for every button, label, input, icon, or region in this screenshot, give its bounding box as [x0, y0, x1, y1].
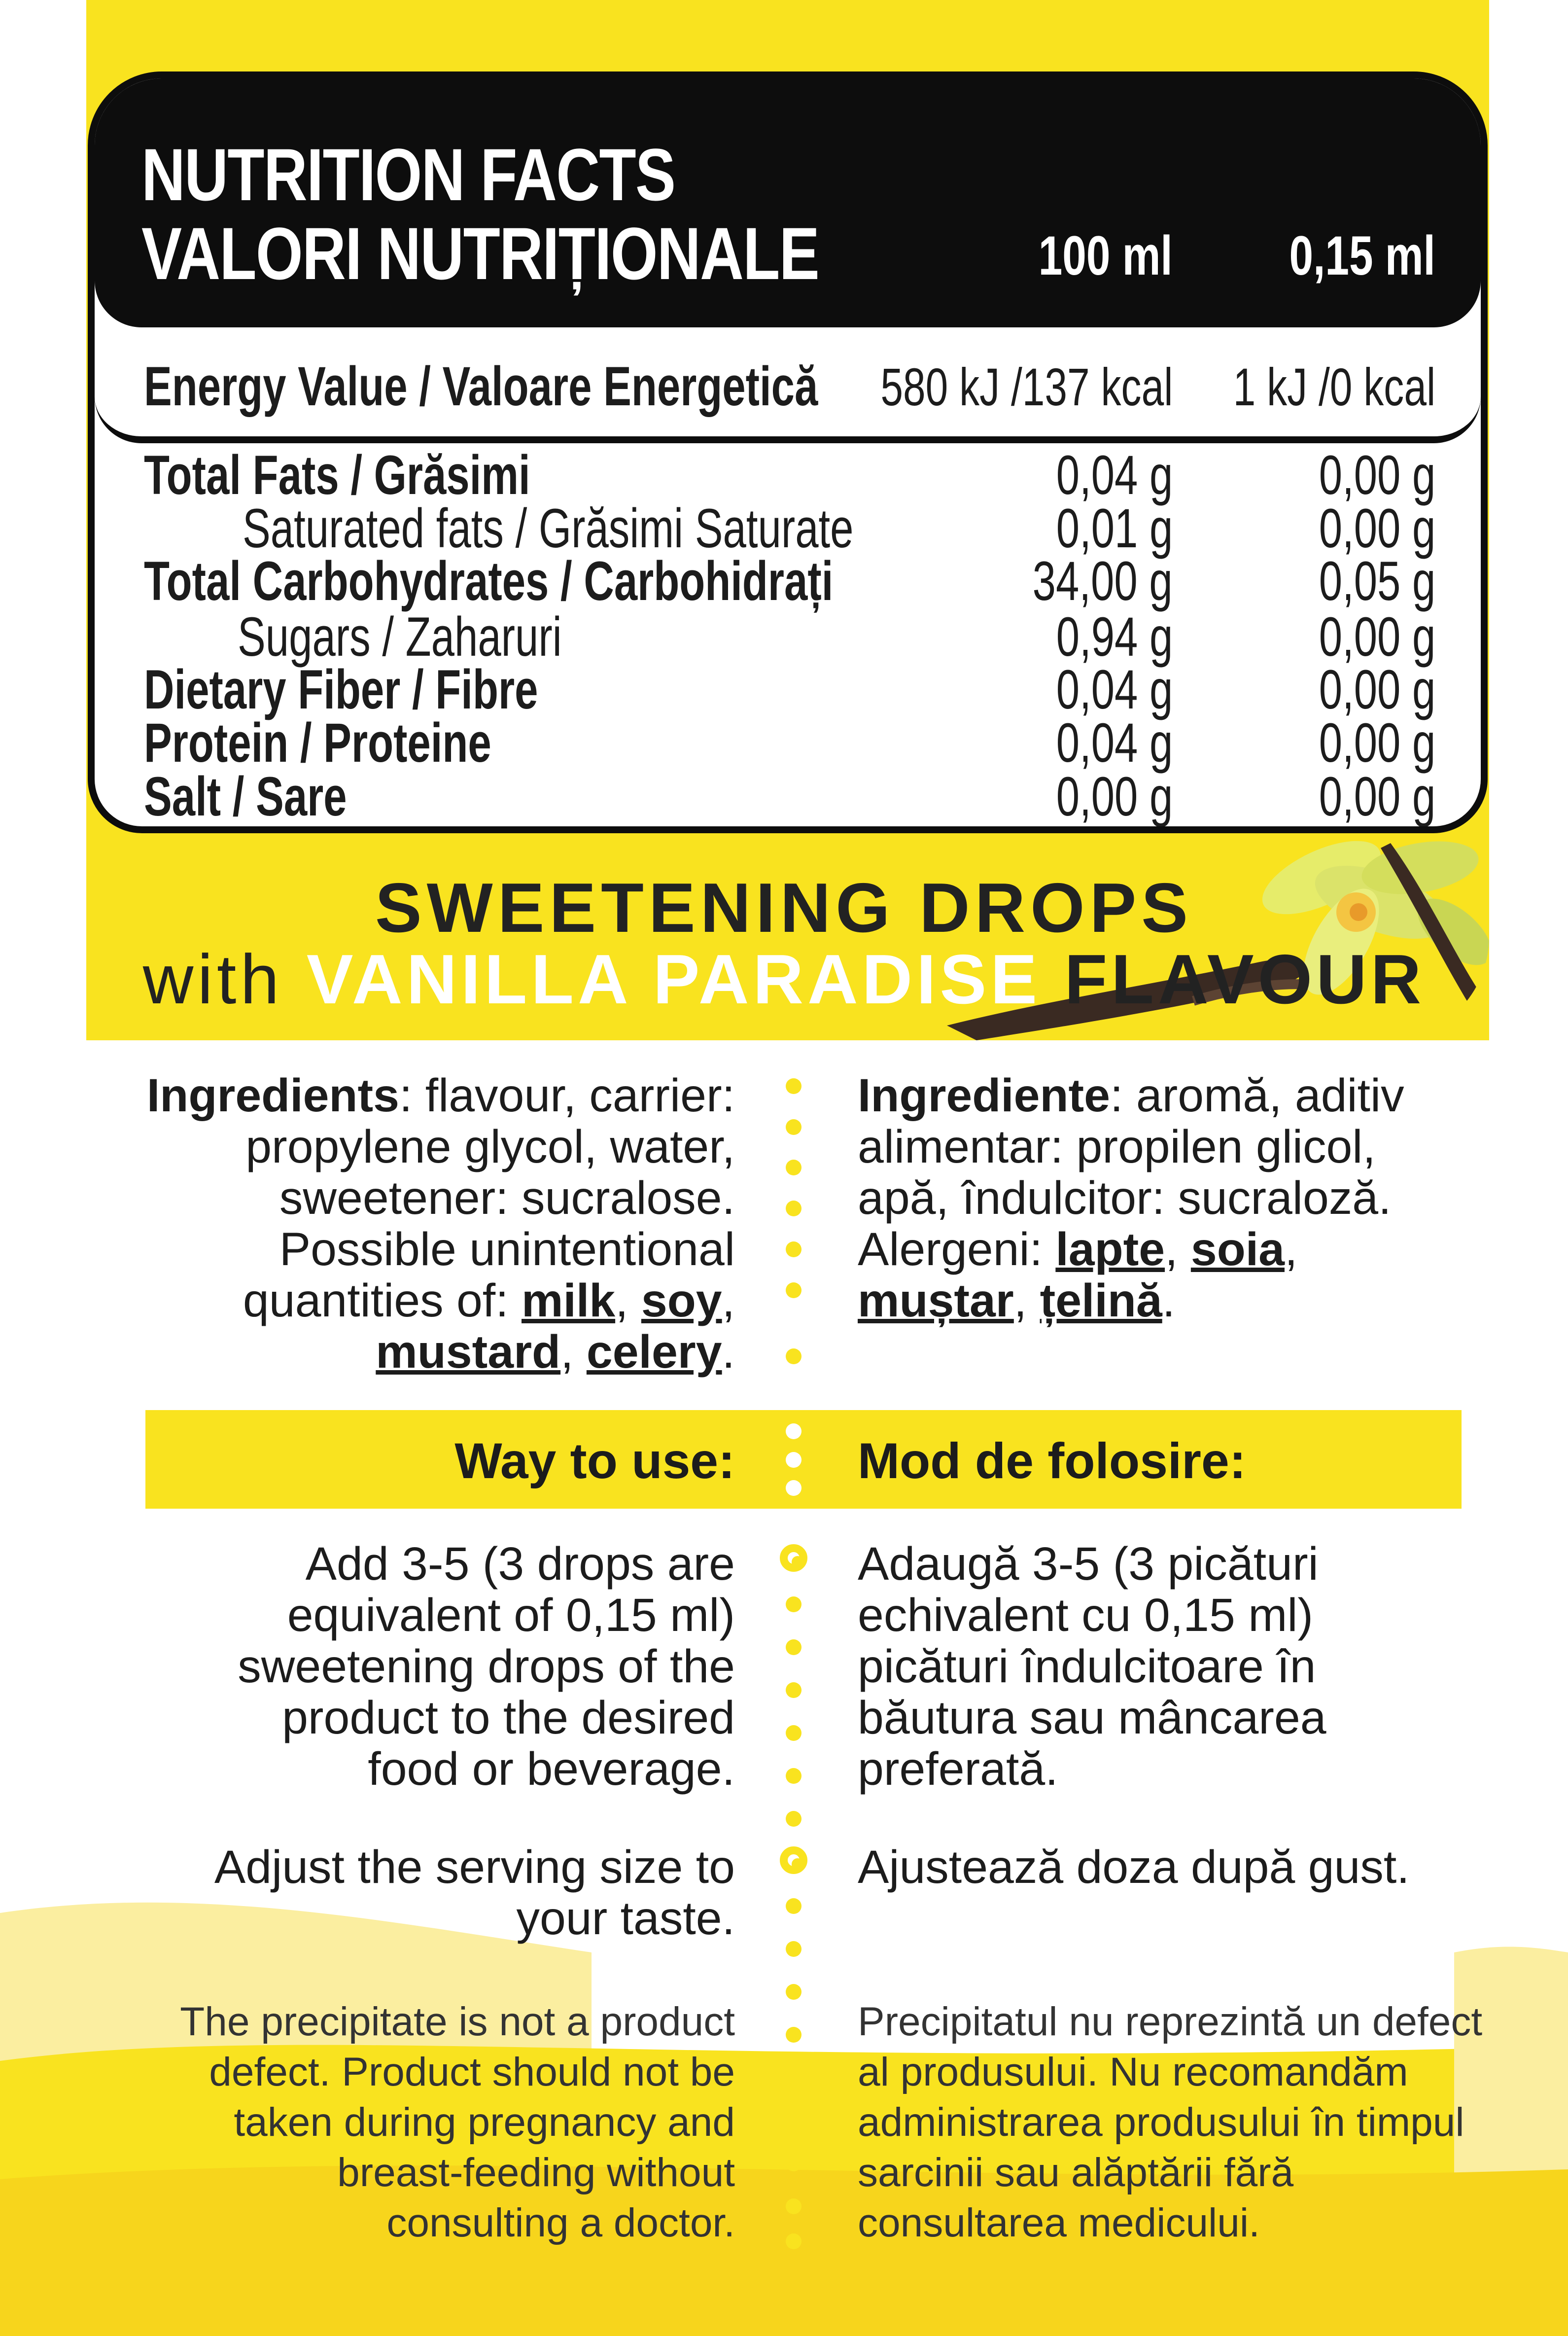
row-value-100ml: 0,04 g: [1056, 444, 1173, 506]
allergen: lapte: [1055, 1223, 1165, 1275]
text-line: Ajustează doza după gust.: [858, 1841, 1410, 1893]
divider-dot: [786, 1480, 801, 1496]
divider-dot: [786, 1811, 801, 1827]
ingredients-heading: Ingrediente: [858, 1069, 1111, 1122]
text-line: echivalent cu 0,15 ml): [858, 1589, 1314, 1641]
text-line: equivalent of 0,15 ml): [287, 1589, 735, 1641]
product-name: SWEETENING DROPS: [375, 869, 1193, 947]
allergen: soy: [641, 1274, 722, 1327]
row-value-015ml: 0,05 g: [1319, 550, 1435, 612]
text-line: consulting a doctor.: [386, 2200, 735, 2245]
row-label: Saturated fats / Grăsimi Saturate: [243, 497, 854, 559]
step-marker-icon: [780, 1544, 807, 1572]
divider-dot: [786, 1160, 801, 1175]
row-value-100ml: 0,00 g: [1056, 766, 1173, 827]
text-line: Precipitatul nu reprezintă un defect: [858, 1999, 1483, 2044]
divider-dot: [786, 2233, 801, 2249]
row-value-100ml: 0,01 g: [1056, 497, 1173, 559]
text-line: preferată.: [858, 1743, 1058, 1795]
text-line: product to the desired: [282, 1692, 735, 1744]
title-en: NUTRITION FACTS: [141, 133, 675, 216]
text-line: Add 3-5 (3 drops are: [305, 1538, 735, 1590]
row-value-015ml: 0,00 g: [1319, 712, 1435, 774]
text-line: defect. Product should not be: [209, 2050, 735, 2094]
row-value-015ml: 0,00 g: [1319, 766, 1435, 827]
divider-dot: [786, 1241, 801, 1257]
text-line: consultarea medicului.: [858, 2200, 1260, 2245]
ingredients-heading: Ingredients: [146, 1069, 399, 1122]
table-row: [95, 496, 1481, 559]
use-step2-en: [214, 1841, 735, 1944]
text-line: Adjust the serving size to: [214, 1841, 735, 1893]
table-row: [95, 443, 1481, 506]
divider-dot: [786, 1768, 801, 1784]
row-value-015ml: 0,00 g: [1319, 497, 1435, 559]
text-line: : aromă, aditiv: [1110, 1069, 1404, 1122]
divider-dot: [786, 2156, 801, 2171]
nutrition-header: [95, 78, 1481, 327]
row-value-100ml: 0,94 g: [1056, 606, 1173, 668]
energy-value-015ml: 1 kJ /0 kcal: [1233, 357, 1435, 417]
use-step1-ro: [858, 1538, 1326, 1795]
allergen: mustard: [376, 1326, 561, 1378]
allergen: soia: [1190, 1223, 1285, 1275]
row-label: Total Carbohydrates / Carbohidrați: [144, 550, 834, 612]
table-row: [95, 658, 1481, 720]
table-row: [95, 765, 1481, 827]
divider-dot: [786, 2198, 801, 2214]
allergen: celery: [586, 1326, 722, 1378]
energy-label: Energy Value / Valoare Energetică: [144, 355, 818, 417]
text-line: băutura sau mâncarea: [858, 1692, 1326, 1744]
allergen: țelină: [1040, 1274, 1162, 1327]
text-line: quantities of:: [243, 1274, 522, 1327]
divider-dot: [786, 1348, 801, 1364]
text-line: Adaugă 3-5 (3 picături: [858, 1538, 1319, 1590]
text-line: sweetening drops of the: [238, 1640, 735, 1693]
way-to-use-title-ro: Mod de folosire:: [858, 1433, 1246, 1489]
text-line: alimentar: propilen glicol,: [858, 1121, 1376, 1173]
title-ro: VALORI NUTRIȚIONALE: [141, 212, 819, 295]
text-line: al produsului. Nu recomandăm: [858, 2050, 1408, 2094]
text-line: The precipitate is not a product: [180, 1999, 735, 2044]
nutrition-facts-table: [88, 71, 1488, 833]
row-label: Salt / Sare: [144, 766, 347, 827]
text-line: propylene glycol, water,: [245, 1121, 735, 1173]
product-flavour-line: [0, 939, 1568, 1020]
row-label: Sugars / Zaharuri: [238, 606, 562, 668]
text-line: Possible unintentional: [279, 1223, 735, 1275]
divider-dot: [786, 1941, 801, 1957]
table-row: [95, 549, 1481, 612]
step-marker-icon: [780, 1846, 807, 1874]
ingredients-ro: Ingrediente: aromă, aditiv alimentar: propilen glicol, apă, îndulcitor: sucraloză. Alergeni: lapte, soia, muștar, țelină.: [858, 1069, 1404, 1327]
energy-row: [95, 327, 1481, 443]
allergen: muștar: [858, 1274, 1014, 1327]
row-label: Total Fats / Grăsimi: [144, 444, 530, 506]
text-line: Alergeni:: [858, 1223, 1056, 1275]
row-label: Protein / Proteine: [144, 712, 491, 774]
text-line: picături îndulcitoare în: [858, 1640, 1316, 1693]
divider-dot: [786, 1119, 801, 1135]
divider-dot: [786, 2113, 801, 2128]
divider-dot: [786, 1596, 801, 1612]
text-line: sweetener: sucralose.: [279, 1172, 735, 1224]
energy-value-100ml: 580 kJ /137 kcal: [880, 357, 1173, 417]
divider-dot: [786, 1078, 801, 1094]
flavour-word: FLAVOUR: [1064, 940, 1426, 1019]
divider-dot: [786, 2027, 801, 2043]
text-line: administrarea produsului în timpul: [858, 2100, 1464, 2145]
row-value-100ml: 0,04 g: [1056, 712, 1173, 774]
use-step2-ro: [858, 1841, 1410, 1893]
with-word: with: [142, 940, 283, 1019]
text-line: your taste.: [516, 1892, 735, 1945]
use-step1-en: [238, 1538, 735, 1795]
divider-dot: [786, 1639, 801, 1655]
divider-dot: [786, 1725, 801, 1741]
divider-dot: [786, 1452, 801, 1468]
row-value-100ml: 0,04 g: [1056, 659, 1173, 720]
way-to-use-title-en: Way to use:: [454, 1433, 735, 1489]
text-line: : flavour, carrier:: [399, 1069, 735, 1122]
allergen: milk: [522, 1274, 616, 1327]
table-row: [95, 605, 1481, 668]
flavour-name: VANILLA PARADISE: [306, 940, 1041, 1019]
nutrition-title: [141, 135, 819, 293]
divider-dot: [786, 1984, 801, 2000]
divider-dot: [786, 1682, 801, 1698]
text-line: sarcinii sau alăptării fără: [858, 2150, 1294, 2195]
text-line: apă, îndulcitor: sucraloză.: [858, 1172, 1392, 1224]
ingredients-en: Ingredients: flavour, carrier: propylene glycol, water, sweetener: sucralose. Possible unintentional quantities of: milk, soy, mustard, celery.: [146, 1069, 735, 1378]
divider-dot: [786, 1898, 801, 1914]
column-header-015ml: 0,15 ml: [1289, 225, 1435, 286]
divider-dot: [786, 1282, 801, 1298]
text-line: food or beverage.: [368, 1743, 735, 1795]
row-value-015ml: 0,00 g: [1319, 444, 1435, 506]
divider-dot: [786, 2070, 801, 2086]
row-value-015ml: 0,00 g: [1319, 606, 1435, 668]
divider-dot: [786, 1423, 801, 1439]
row-value-100ml: 34,00 g: [1032, 550, 1173, 612]
way-to-use-band: [145, 1410, 1462, 1509]
column-header-100ml: 100 ml: [1039, 225, 1173, 286]
note-en: [180, 1997, 735, 2248]
table-row: [95, 711, 1481, 774]
row-label: Dietary Fiber / Fibre: [144, 659, 538, 720]
note-ro: [858, 1997, 1482, 2248]
text-line: taken during pregnancy and: [234, 2100, 735, 2145]
divider-dot: [786, 1201, 801, 1216]
text-line: breast-feeding without: [337, 2150, 735, 2195]
row-value-015ml: 0,00 g: [1319, 659, 1435, 720]
